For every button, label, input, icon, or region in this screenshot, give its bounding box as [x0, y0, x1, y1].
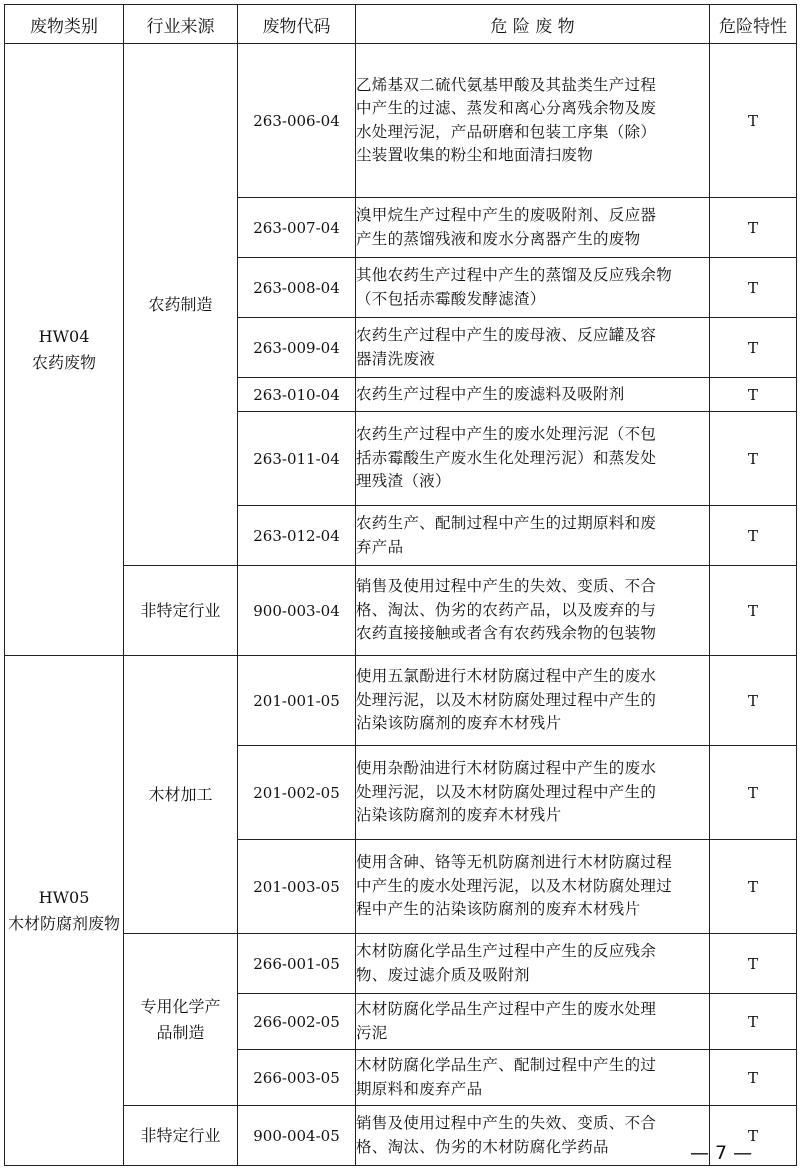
- waste-description-line: 农药生产过程中产生的废水处理污泥（不包: [356, 425, 657, 444]
- table-row: [5, 1106, 797, 1166]
- hazard-property-cell: T: [710, 506, 797, 566]
- waste-description-line: 处理污泥，以及木材防腐处理过程中产生的: [356, 690, 657, 709]
- header-row: [5, 5, 797, 44]
- industry-source-line: 专用化学产: [140, 996, 221, 1016]
- hazard-property-cell: T: [710, 994, 797, 1050]
- waste-description-line: 物、废过滤介质及吸附剂: [356, 965, 530, 984]
- industry-source-line: 农药制造: [148, 294, 213, 314]
- waste-code-cell: 266-002-05: [238, 994, 356, 1050]
- hazard-property-cell: T: [710, 198, 797, 258]
- waste-description-line: 乙烯基双二硫代氨基甲酸及其盐类生产过程: [356, 75, 657, 94]
- waste-code-cell: 263-006-04: [238, 44, 356, 198]
- waste-description-line: 弃产品: [356, 537, 404, 556]
- waste-category-cell: [5, 656, 124, 1166]
- waste-code-cell: 263-011-04: [238, 412, 356, 506]
- industry-source-cell: [124, 1106, 238, 1166]
- industry-source-cell: [124, 44, 238, 566]
- hazard-property-cell: T: [710, 934, 797, 994]
- waste-description-line: 格、淘汰、伪劣的木材防腐化学药品: [356, 1137, 609, 1156]
- hazard-property-cell: T: [710, 44, 797, 198]
- waste-code-cell: 263-007-04: [238, 198, 356, 258]
- table-body: [5, 44, 797, 1166]
- waste-description-line: （不包括赤霉酸发酵滤渣）: [356, 289, 546, 308]
- waste-code-cell: 201-001-05: [238, 656, 356, 746]
- waste-code-cell: 263-012-04: [238, 506, 356, 566]
- waste-category-line: 农药废物: [31, 352, 96, 372]
- waste-description-cell: [356, 840, 710, 934]
- waste-description-line: 农药生产过程中产生的废母液、反应罐及容: [356, 326, 657, 344]
- header-industry: 行业来源: [124, 5, 238, 44]
- waste-description-cell: [356, 994, 710, 1050]
- waste-code-cell: 263-009-04: [238, 318, 356, 378]
- industry-source-line: 品制造: [156, 1022, 205, 1042]
- waste-category-line: 木材防腐剂废物: [7, 913, 120, 933]
- industry-source-line: 非特定行业: [140, 1125, 221, 1145]
- hazard-property-cell: T: [710, 378, 797, 412]
- waste-description-cell: [356, 378, 710, 412]
- header-property: 危险特性: [710, 5, 797, 44]
- waste-category-line: HW04: [38, 326, 90, 346]
- table-row: [5, 934, 797, 994]
- waste-description-line: 农药生产过程中产生的废滤料及吸附剂: [356, 384, 625, 403]
- waste-description-cell: [356, 44, 710, 198]
- waste-description-line: 格、淘汰、伪劣的农药产品，以及废弃的与: [356, 600, 657, 619]
- waste-code-cell: 266-001-05: [238, 934, 356, 994]
- hazard-property-cell: T: [710, 746, 797, 840]
- waste-description-line: 理残渣（液）: [356, 472, 451, 491]
- waste-description-line: 中产生的废水处理污泥，以及木材防腐处理过: [356, 876, 673, 895]
- waste-description-line: 括赤霉酸生产废水生化处理污泥）和蒸发处: [356, 448, 657, 467]
- waste-description-line: 农药直接接触或者含有农药残余物的包装物: [356, 624, 657, 643]
- industry-source-line: 木材加工: [148, 784, 213, 804]
- header-category: 废物类别: [5, 5, 124, 44]
- waste-description-line: 使用五氯酚进行木材防腐过程中产生的废水: [356, 667, 657, 686]
- industry-source-cell: [124, 566, 238, 656]
- page-number: — 7 —: [690, 1142, 753, 1164]
- hazardous-waste-table: [4, 4, 797, 1166]
- hazard-property-cell: T: [710, 566, 797, 656]
- waste-description-cell: [356, 318, 710, 378]
- hazard-property-cell: T: [710, 1050, 797, 1106]
- waste-description-line: 沾染该防腐剂的废弃木材残片: [356, 806, 562, 825]
- waste-description-line: 木材防腐化学品生产过程中产生的废水处理: [356, 1000, 657, 1018]
- industry-source-line: 非特定行业: [140, 600, 221, 620]
- waste-description-cell: [356, 746, 710, 840]
- waste-description-cell: [356, 1106, 710, 1166]
- waste-code-cell: 266-003-05: [238, 1050, 356, 1106]
- waste-code-cell: 201-002-05: [238, 746, 356, 840]
- hazard-property-cell: T: [710, 412, 797, 506]
- waste-description-line: 其他农药生产过程中产生的蒸馏及反应残余物: [356, 266, 673, 284]
- waste-code-cell: 900-003-04: [238, 566, 356, 656]
- waste-description-cell: [356, 198, 710, 258]
- waste-description-cell: [356, 506, 710, 566]
- waste-description-line: 使用杂酚油进行木材防腐过程中产生的废水: [356, 759, 657, 778]
- waste-description-line: 使用含砷、铬等无机防腐剂进行木材防腐过程: [356, 853, 673, 872]
- waste-code-cell: 201-003-05: [238, 840, 356, 934]
- waste-description-line: 中产生的过滤、蒸发和离心分离残余物及废: [356, 99, 657, 117]
- waste-description-line: 程中产生的沾染该防腐剂的废弃木材残片: [356, 900, 641, 919]
- industry-source-cell: [124, 656, 238, 934]
- waste-description-line: 溴甲烷生产过程中产生的废吸附剂、反应器: [356, 206, 657, 224]
- hazard-property-cell: T: [710, 258, 797, 318]
- waste-description-line: 产生的蒸馏残液和废水分离器产生的废物: [356, 229, 641, 248]
- waste-description-line: 销售及使用过程中产生的失效、变质、不合: [356, 1114, 657, 1132]
- waste-description-cell: [356, 656, 710, 746]
- waste-description-line: 销售及使用过程中产生的失效、变质、不合: [356, 577, 657, 596]
- waste-description-cell: [356, 412, 710, 506]
- waste-description-cell: [356, 934, 710, 994]
- waste-description-line: 木材防腐化学品生产、配制过程中产生的过: [356, 1056, 657, 1074]
- header-code: 废物代码: [238, 5, 356, 44]
- waste-description-line: 污泥: [356, 1023, 388, 1042]
- header-description: 危 险 废 物: [356, 5, 710, 44]
- table-row: [5, 656, 797, 746]
- table-row: [5, 566, 797, 656]
- hazard-property-cell: T: [710, 318, 797, 378]
- waste-code-cell: 263-008-04: [238, 258, 356, 318]
- table-row: [5, 44, 797, 198]
- waste-description-cell: [356, 1050, 710, 1106]
- waste-description-line: 处理污泥，以及木材防腐处理过程中产生的: [356, 782, 657, 801]
- industry-source-cell: [124, 934, 238, 1106]
- hazard-property-cell: T: [710, 840, 797, 934]
- waste-description-line: 尘装置收集的粉尘和地面清扫废物: [356, 146, 594, 164]
- hazard-property-cell: T: [710, 1106, 797, 1166]
- waste-description-line: 木材防腐化学品生产过程中产生的反应残余: [356, 942, 657, 960]
- waste-category-line: HW05: [38, 887, 90, 907]
- waste-description-cell: [356, 566, 710, 656]
- waste-description-line: 农药生产、配制过程中产生的过期原料和废: [356, 514, 657, 532]
- waste-description-line: 器清洗废液: [356, 349, 436, 368]
- waste-description-line: 沾染该防腐剂的废弃木材残片: [356, 714, 562, 733]
- waste-description-line: 水处理污泥，产品研磨和包装工序集（除）: [356, 122, 657, 141]
- waste-description-line: 期原料和废弃产品: [356, 1079, 483, 1098]
- waste-code-cell: 900-004-05: [238, 1106, 356, 1166]
- waste-code-cell: 263-010-04: [238, 378, 356, 412]
- waste-description-cell: [356, 258, 710, 318]
- hazard-property-cell: T: [710, 656, 797, 746]
- waste-category-cell: [5, 44, 124, 656]
